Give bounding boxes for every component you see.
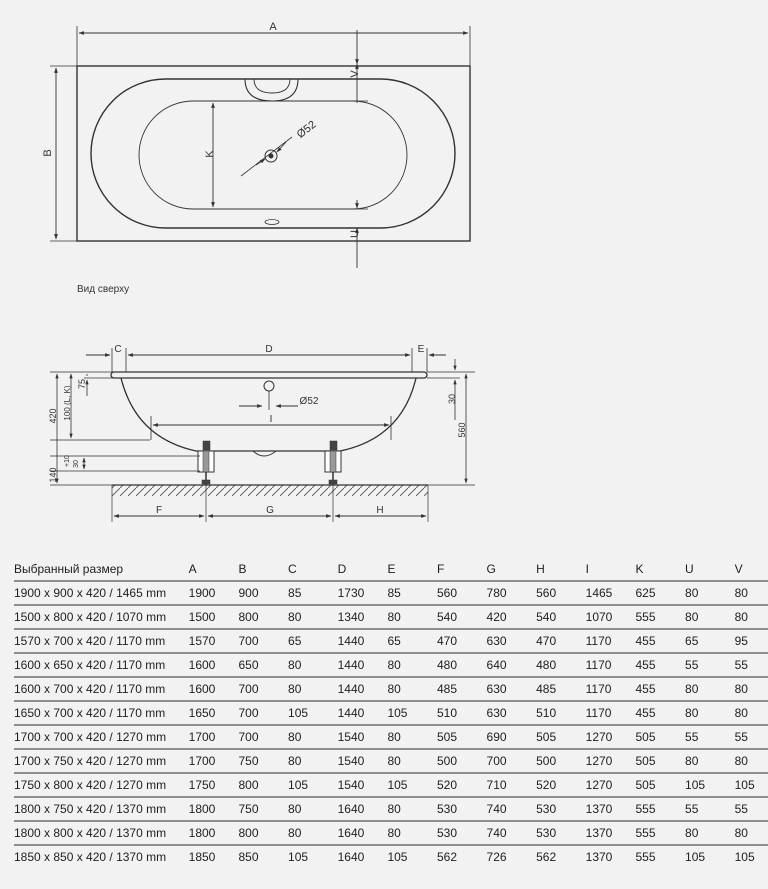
table-cell: 750 [239, 749, 277, 773]
table-body [14, 581, 768, 868]
table-cell: 80 [685, 821, 723, 845]
table-row [14, 629, 768, 653]
table-cell: 80 [685, 701, 723, 725]
label-A: A [269, 21, 277, 33]
table-cell: 1170 [586, 629, 624, 653]
header-cell: Выбранный размер [14, 557, 177, 581]
table-cell: 455 [636, 653, 674, 677]
left-foot [198, 441, 214, 485]
table-cell: 530 [437, 797, 475, 821]
table-cell: 105 [387, 845, 425, 868]
table-cell: 485 [536, 677, 574, 701]
table-cell: 80 [735, 821, 768, 845]
tub-side-rim [111, 372, 427, 378]
table-cell: 1850 [189, 845, 227, 868]
table-cell: 780 [487, 581, 525, 605]
table-row [14, 749, 768, 773]
table-cell: 80 [288, 749, 326, 773]
table-cell: 555 [636, 845, 674, 868]
table-cell: 900 [239, 581, 277, 605]
table-row [14, 701, 768, 725]
header-cell: D [338, 557, 376, 581]
table-cell: 1600 [189, 653, 227, 677]
table-cell: 1600 x 700 x 420 / 1170 mm [14, 677, 177, 701]
table-cell: 105 [288, 773, 326, 797]
table-cell: 80 [288, 653, 326, 677]
header-cell: E [387, 557, 425, 581]
table-cell: 530 [536, 797, 574, 821]
header-cell: G [487, 557, 525, 581]
table-cell: 1270 [586, 749, 624, 773]
header-cell: U [685, 557, 723, 581]
table-cell: 650 [239, 653, 277, 677]
table-cell: 420 [487, 605, 525, 629]
table-cell: 740 [487, 821, 525, 845]
table-cell: 1370 [586, 797, 624, 821]
table-cell: 540 [437, 605, 475, 629]
table-cell: 55 [735, 725, 768, 749]
table-cell: 65 [685, 629, 723, 653]
header-cell: A [189, 557, 227, 581]
table-cell: 555 [636, 821, 674, 845]
table-cell: 80 [735, 677, 768, 701]
table-cell: 1500 x 800 x 420 / 1070 mm [14, 605, 177, 629]
table-cell: 1370 [586, 821, 624, 845]
table-cell: 700 [239, 677, 277, 701]
table-cell: 1640 [338, 821, 376, 845]
table-cell: 630 [487, 677, 525, 701]
table-cell: 455 [636, 677, 674, 701]
table-cell: 55 [735, 653, 768, 677]
label-F: F [155, 505, 163, 516]
table-cell: 500 [437, 749, 475, 773]
top-view-labels [42, 21, 361, 238]
table-cell: 105 [735, 845, 768, 868]
tub-side-body [121, 378, 416, 451]
table-cell: 80 [387, 797, 425, 821]
table-row [14, 677, 768, 701]
table-cell: 80 [685, 605, 723, 629]
header-cell: V [735, 557, 768, 581]
header-cell: K [636, 557, 674, 581]
table-cell: 80 [685, 677, 723, 701]
label-drain-diameter-side: Ø52 [299, 396, 319, 407]
table-cell: 505 [636, 773, 674, 797]
table-cell: 1570 [189, 629, 227, 653]
table-cell: 480 [437, 653, 475, 677]
table-cell: 690 [487, 725, 525, 749]
header-cell: H [536, 557, 574, 581]
table-cell: 65 [288, 629, 326, 653]
label-100: 100 (L, K) [63, 385, 72, 421]
table-cell: 505 [636, 725, 674, 749]
table-cell: 105 [387, 701, 425, 725]
table-row [14, 581, 768, 605]
table-cell: 1650 x 700 x 420 / 1170 mm [14, 701, 177, 725]
table-cell: 1700 x 750 x 420 / 1270 mm [14, 749, 177, 773]
table-cell: 1900 x 900 x 420 / 1465 mm [14, 581, 177, 605]
header-cell: I [586, 557, 624, 581]
table-cell: 560 [437, 581, 475, 605]
table-cell: 80 [288, 725, 326, 749]
label-140: 140 [48, 467, 58, 483]
table-cell: 1440 [338, 677, 376, 701]
table-cell: 105 [685, 773, 723, 797]
table-cell: 562 [437, 845, 475, 868]
label-plus10: +10 [64, 455, 71, 467]
header-cell: B [239, 557, 277, 581]
label-75: 75 [77, 378, 87, 390]
table-cell: 1750 [189, 773, 227, 797]
label-D: D [265, 344, 273, 355]
table-cell: 1640 [338, 797, 376, 821]
label-H: H [376, 505, 384, 516]
label-30-right: 30 [447, 393, 457, 405]
table-cell: 85 [387, 581, 425, 605]
table-cell: 55 [685, 653, 723, 677]
table-cell: 470 [437, 629, 475, 653]
table-cell: 510 [437, 701, 475, 725]
table-cell: 800 [239, 605, 277, 629]
table-cell: 105 [288, 701, 326, 725]
table-row [14, 797, 768, 821]
table-cell: 105 [735, 773, 768, 797]
table-cell: 640 [487, 653, 525, 677]
table-cell: 500 [536, 749, 574, 773]
tub-outer-rim [77, 66, 470, 241]
table-cell: 505 [437, 725, 475, 749]
table-cell: 700 [239, 629, 277, 653]
table-cell: 1170 [586, 701, 624, 725]
table-cell: 530 [536, 821, 574, 845]
table-cell: 80 [735, 749, 768, 773]
table-cell: 85 [288, 581, 326, 605]
table-cell: 1500 [189, 605, 227, 629]
top-view-caption: Вид сверху [77, 284, 130, 295]
table-cell: 740 [487, 797, 525, 821]
table-row [14, 653, 768, 677]
right-foot [325, 441, 341, 485]
table-cell: 700 [239, 701, 277, 725]
table-cell: 1650 [189, 701, 227, 725]
table-cell: 80 [685, 749, 723, 773]
table-cell: 520 [437, 773, 475, 797]
table-cell: 80 [735, 581, 768, 605]
table-cell: 65 [387, 629, 425, 653]
table-cell: 1440 [338, 653, 376, 677]
table-cell: 1700 x 700 x 420 / 1270 mm [14, 725, 177, 749]
label-I: I [269, 414, 273, 425]
table-cell: 80 [288, 677, 326, 701]
table-cell: 80 [387, 677, 425, 701]
table-cell: 562 [536, 845, 574, 868]
table-cell: 1440 [338, 629, 376, 653]
table-cell: 485 [437, 677, 475, 701]
table-cell: 1070 [586, 605, 624, 629]
table-cell: 80 [735, 701, 768, 725]
table-cell: 1170 [586, 677, 624, 701]
table-cell: 80 [685, 581, 723, 605]
table-cell: 850 [239, 845, 277, 868]
table-cell: 1850 x 850 x 420 / 1370 mm [14, 845, 177, 868]
table-cell: 1270 [586, 725, 624, 749]
table-cell: 1440 [338, 701, 376, 725]
table-cell: 1800 [189, 797, 227, 821]
table-cell: 1540 [338, 773, 376, 797]
table-cell: 105 [288, 845, 326, 868]
table-cell: 455 [636, 629, 674, 653]
table-cell: 1900 [189, 581, 227, 605]
table-cell: 505 [536, 725, 574, 749]
label-G: G [266, 505, 274, 516]
table-cell: 800 [239, 773, 277, 797]
table-cell: 1170 [586, 653, 624, 677]
label-30-left: 30 [73, 460, 80, 468]
table-cell: 510 [536, 701, 574, 725]
dimensions-table [14, 557, 768, 868]
table-cell: 455 [636, 701, 674, 725]
table-cell: 560 [536, 581, 574, 605]
table-cell: 1750 x 800 x 420 / 1270 mm [14, 773, 177, 797]
table-cell: 630 [487, 701, 525, 725]
table-cell: 1270 [586, 773, 624, 797]
table-cell: 80 [735, 605, 768, 629]
table-cell: 1730 [338, 581, 376, 605]
table-cell: 80 [387, 605, 425, 629]
label-C: C [114, 344, 122, 355]
label-560: 560 [457, 422, 467, 438]
table-cell: 530 [437, 821, 475, 845]
table-cell: 80 [387, 725, 425, 749]
table-cell: 1600 x 650 x 420 / 1170 mm [14, 653, 177, 677]
table-cell: 710 [487, 773, 525, 797]
table-row [14, 773, 768, 797]
label-U: U [349, 230, 361, 238]
top-view [50, 26, 470, 268]
table-cell: 625 [636, 581, 674, 605]
table-cell: 80 [288, 797, 326, 821]
table-cell: 80 [288, 605, 326, 629]
table-cell: 95 [735, 629, 768, 653]
header-cell: F [437, 557, 475, 581]
table-cell: 480 [536, 653, 574, 677]
table-header [14, 557, 768, 581]
table-cell: 1540 [338, 725, 376, 749]
table-cell: 1570 x 700 x 420 / 1170 mm [14, 629, 177, 653]
table-row [14, 821, 768, 845]
table-cell: 55 [735, 797, 768, 821]
table-cell: 105 [387, 773, 425, 797]
table-cell: 1700 [189, 749, 227, 773]
table-cell: 1600 [189, 677, 227, 701]
label-drain-diameter: Ø52 [294, 118, 319, 141]
table-cell: 520 [536, 773, 574, 797]
header-cell: C [288, 557, 326, 581]
table-cell: 55 [685, 797, 723, 821]
table-cell: 1640 [338, 845, 376, 868]
side-view [50, 348, 475, 522]
table-cell: 1370 [586, 845, 624, 868]
floor-hatch [112, 485, 428, 496]
table-cell: 470 [536, 629, 574, 653]
table-cell: 80 [387, 653, 425, 677]
table-row [14, 605, 768, 629]
table-cell: 1800 x 750 x 420 / 1370 mm [14, 797, 177, 821]
table-cell: 700 [487, 749, 525, 773]
table-cell: 1700 [189, 725, 227, 749]
table-cell: 555 [636, 797, 674, 821]
table-cell: 700 [239, 725, 277, 749]
table-row [14, 725, 768, 749]
label-V: V [349, 70, 361, 78]
table-cell: 1465 [586, 581, 624, 605]
table-cell: 80 [387, 821, 425, 845]
table-cell: 55 [685, 725, 723, 749]
table-cell: 750 [239, 797, 277, 821]
table-cell: 505 [636, 749, 674, 773]
label-420: 420 [48, 408, 58, 424]
table-cell: 1540 [338, 749, 376, 773]
label-E: E [417, 344, 425, 355]
label-K: K [204, 150, 216, 158]
label-B: B [42, 149, 54, 157]
table-cell: 540 [536, 605, 574, 629]
table-row [14, 845, 768, 868]
table-cell: 800 [239, 821, 277, 845]
table-cell: 80 [387, 749, 425, 773]
table-cell: 630 [487, 629, 525, 653]
table-cell: 105 [685, 845, 723, 868]
table-cell: 726 [487, 845, 525, 868]
table-cell: 1800 [189, 821, 227, 845]
table-cell: 555 [636, 605, 674, 629]
table-cell: 80 [288, 821, 326, 845]
table-cell: 1340 [338, 605, 376, 629]
table-cell: 1800 x 800 x 420 / 1370 mm [14, 821, 177, 845]
